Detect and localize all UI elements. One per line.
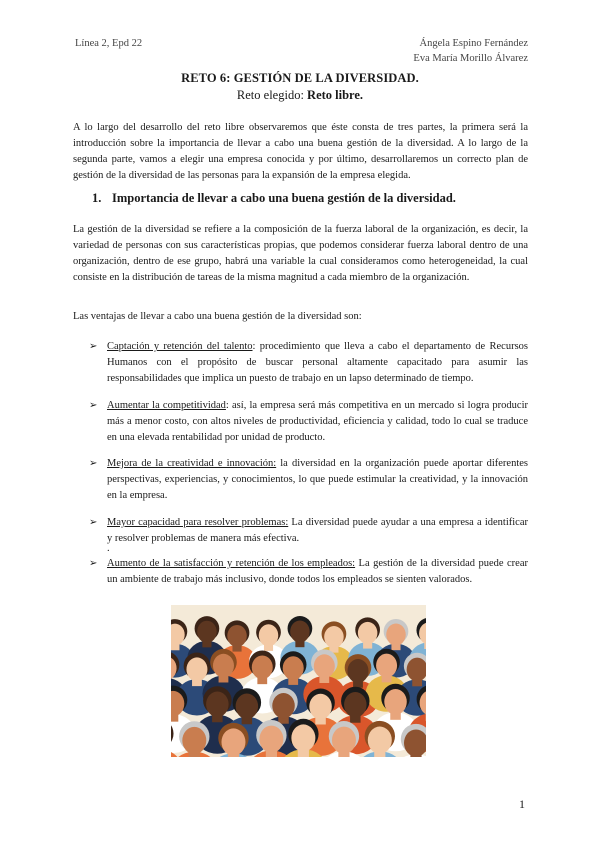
- person-face: [252, 655, 273, 679]
- arrow-bullet-icon: ➢: [89, 517, 98, 528]
- person-face: [186, 657, 207, 681]
- person-face: [376, 654, 397, 678]
- header-course: Línea 2, Epd 22: [75, 38, 143, 49]
- person-face: [358, 622, 378, 644]
- person-face: [272, 693, 295, 719]
- bullet-term: Captación y retención del talento: [107, 341, 253, 352]
- bullet-text: La diversidad puede ayudar a una empresa a identificar y resolver problemas de manera más efectiva.: [107, 517, 528, 544]
- person-face: [332, 727, 356, 754]
- person-face: [324, 626, 344, 648]
- bullet-term: Aumentar la competitividad: [107, 400, 226, 411]
- bullet-text: La gestión de la diversidad puede crear un ambiente de trabajo más inclusivo, donde todos los empleados se sienten valorados.: [107, 558, 528, 585]
- person-face: [291, 724, 315, 751]
- header-author-2: Eva María Morillo Álvarez: [413, 53, 528, 64]
- header-author-1: Ángela Espino Fernández: [419, 38, 528, 49]
- list-item: [89, 398, 528, 446]
- section-1-heading: [92, 191, 456, 206]
- list-item: [89, 556, 528, 588]
- document-title: RETO 6: GESTIÓN DE LA DIVERSIDAD.: [181, 71, 419, 85]
- person-face: [314, 654, 335, 678]
- person-face: [259, 624, 279, 646]
- list-item: [89, 456, 528, 504]
- person-face: [283, 656, 304, 680]
- person-face: [227, 625, 247, 647]
- subtitle-prefix: Reto elegido:: [236, 88, 304, 102]
- person-face: [347, 659, 368, 683]
- crowd-svg: [171, 605, 426, 757]
- person-face: [309, 694, 332, 720]
- diverse-crowd-illustration: [171, 605, 426, 757]
- bullet-term: Aumento de la satisfacción y retención de los empleados:: [107, 558, 356, 569]
- section-1-title: Importancia de llevar a cabo una buena gestión de la diversidad.: [112, 191, 456, 205]
- arrow-bullet-icon: ➢: [89, 458, 98, 469]
- subtitle-value: Reto libre.: [307, 88, 364, 102]
- person-face: [344, 692, 367, 718]
- bullet-text: : así, la empresa será más competitiva en un mercado si logra producir más a menor costo, con altos niveles de productividad, eficiencia y calidad, todo lo cual se traduce en una elevada rentabilidad por unidad de producto.: [107, 400, 528, 443]
- intro-paragraph: A lo largo del desarrollo del reto libre observaremos que éste consta de tres partes, la primera será la introducción sobre la importancia de llevar a cabo una buena gestión de la diversidad. A lo largo de la segunda parte, vamos a elegir una empresa conocida y por último, desarrollaremos un correcto plan de gestión de la diversidad de las personas para la expansión de la empresa elegida.: [73, 122, 528, 181]
- list-item: [89, 515, 528, 547]
- person-face: [290, 621, 310, 643]
- page-number: 1: [519, 797, 525, 811]
- person-face: [213, 654, 234, 678]
- bullet-term: Mejora de la creatividad e innovación:: [107, 458, 277, 469]
- person-face: [384, 689, 407, 715]
- person-face: [182, 727, 206, 754]
- bullet-text: : procedimiento que lleva a cabo el departamento de Recursos Humanos con el propósito de buscar personal altamente capacitado para asumir las responsabilidades que implica un puesto de trabajo en un lapso determinado de tiempo.: [107, 341, 528, 384]
- arrow-bullet-icon: ➢: [89, 400, 98, 411]
- person-face: [368, 727, 392, 754]
- bullet-text: la diversidad en la organización puede aportar diferentes perspectivas, experiencias, y conocimientos, lo que puede estimular la creatividad, y la innovación en la empresa.: [107, 458, 528, 501]
- person-face: [259, 726, 283, 753]
- section-1-paragraph-2: Las ventajas de llevar a cabo una buena gestión de la diversidad son:: [73, 311, 362, 322]
- bullet-term: Mayor capacidad para resolver problemas:: [107, 517, 289, 528]
- person-face: [236, 694, 259, 720]
- section-1-paragraph-1: La gestión de la diversidad se refiere a la composición de la fuerza laboral de la organización, es decir, la variedad de personas con sus características propias, que podemos considerar fuerza laboral dentro de una organización, dentro de ese grupo, habrá una variable la cual consideramos como heterogeneidad, la cual consiste en la distribución de tareas de la misma magnitud a cada miembro de la organización.: [73, 224, 528, 283]
- person-face: [386, 624, 406, 646]
- header-authors: [413, 36, 528, 66]
- arrow-bullet-icon: ➢: [89, 341, 98, 352]
- document-subtitle: [0, 88, 600, 103]
- list-item: [89, 339, 528, 387]
- person-face: [206, 691, 229, 717]
- person-face: [221, 728, 245, 755]
- person-face: [197, 621, 217, 643]
- section-1-number: 1.: [92, 191, 102, 205]
- stray-period: .: [107, 543, 110, 554]
- arrow-bullet-icon: ➢: [89, 558, 98, 569]
